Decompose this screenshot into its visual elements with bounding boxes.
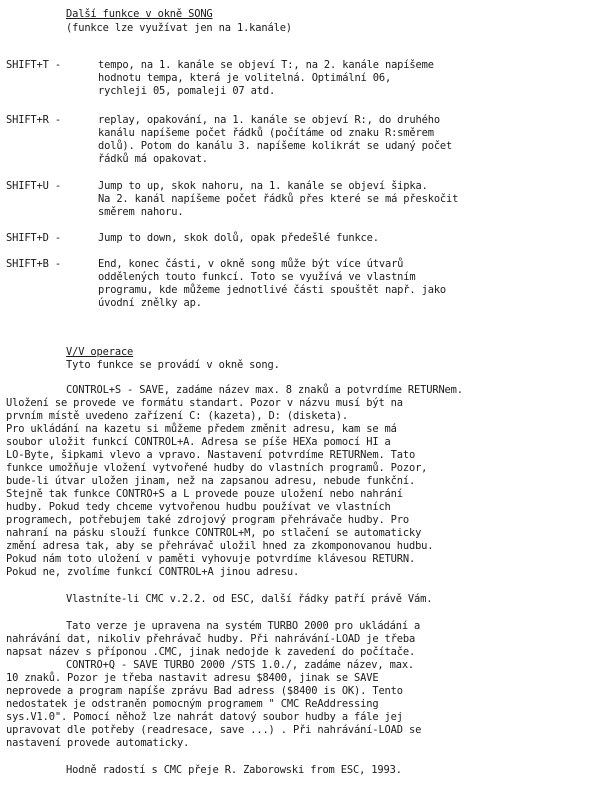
command-line: dolů). Potom do kanálu 3. napíšeme kolikrát se udaný počet: [98, 140, 453, 152]
command-line: tempo, na 1. kanále se objeví T:, na 2. kanále napíšeme: [98, 59, 434, 71]
command-key: SHIFT+R -: [6, 114, 61, 126]
command-line: Na 2. kanál napíšeme počet řádků přes které se má přeskočit: [98, 193, 459, 205]
section-subtitle: (funkce lze využívat jen na 1.kanále): [66, 22, 292, 34]
paragraph-line: Pokud ne, zvolíme funkcí CONTROL+A jinou adresu.: [6, 566, 300, 578]
paragraph-line: funkce umožňuje vložení vytvořené hudby do vlastních programů. Pozor,: [6, 462, 428, 474]
command-line: rychleji 05, pomaleji 07 atd.: [98, 85, 276, 97]
paragraph-line: programech, potřebujem také zdrojový program přehrávače hudby. Pro: [6, 514, 409, 526]
command-line: úvodní znělky ap.: [98, 297, 202, 309]
section-title: V/V operace: [66, 346, 134, 358]
paragraph-line: LO-Byte, šipkami vlevo a vpravo. Nastavení potvrdíme RETURNem. Tato: [6, 449, 416, 461]
closing-line: Hodně radostí s CMC přeje R. Zaborowski from ESC, 1993.: [66, 764, 402, 776]
command-line: Jump to down, skok dolů, opak předešlé funkce.: [98, 232, 379, 244]
command-line: směrem nahoru.: [98, 206, 184, 218]
paragraph-line: hudby. Pokud tedy chceme vytvořenou hudbu používat ve vlastních: [6, 501, 391, 513]
paragraph-line: napsat název s příponou .CMC, jinak nedojde k zavedení do počítače.: [6, 646, 416, 658]
paragraph-line: sys.V1.0". Pomocí něhož lze nahrát datový soubor hudby a fále jej: [6, 711, 403, 723]
command-key: SHIFT+D -: [6, 232, 61, 244]
section-title: Další funkce v okně SONG: [66, 8, 213, 20]
command-line: Jump to up, skok nahoru, na 1. kanále se objeví šipka.: [98, 180, 428, 192]
paragraph-line: Pokud nám toto uložení v paměti vyhovuje potvrdíme klávesou RETURN.: [6, 553, 416, 565]
command-line: řádků má opakovat.: [98, 153, 208, 165]
command-line: programu, kde můžeme jednotlivé části spouštět např. jako: [98, 284, 447, 296]
command-line: hodnotu tempa, která je volitelná. Optimální 06,: [98, 72, 392, 84]
paragraph-line: změní adresa tak, aby se přehrávač uložil hned za zkomponovanou hudbu.: [6, 540, 434, 552]
paragraph-line: Stejně tak funkce CONTRO+S a L provede pouze uložení nebo nahrání: [6, 488, 403, 500]
command-line: kanálu napíšeme počet řádků (počítáme od znaku R:směrem: [98, 127, 434, 139]
paragraph-line: CONTRO+Q - SAVE TURBO 2000 /STS 1.0./, zadáme název, max.: [66, 659, 415, 671]
command-line: replay, opakování, na 1. kanále se objeví R:, do druhého: [98, 114, 440, 126]
paragraph-line: soubor uložit funkcí CONTROL+A. Adresa se píše HEXa pomocí HI a: [6, 436, 391, 448]
paragraph-line: bude-li útvar uložen jinam, než na zapsanou adresu, nebude funkční.: [6, 475, 416, 487]
paragraph-line: prvním místě uvedeno zařízení C: (kazeta), D: (disketa).: [6, 410, 348, 422]
command-key: SHIFT+U -: [6, 180, 61, 192]
paragraph-line: Tato verze je upravena na systém TURBO 2000 pro ukládání a: [66, 620, 421, 632]
paragraph-line: Uložení se provede ve formátu standart. Pozor v názvu musí být na: [6, 397, 403, 409]
command-line: End, konec části, v okně song může být více útvarů: [98, 258, 404, 270]
paragraph-line: neprovede a program napíše zprávu Bad adress ($8400 is OK). Tento: [6, 685, 403, 697]
paragraph-line: nedostatek je odstraněn pomocným programem " CMC ReAddressing: [6, 698, 379, 710]
command-key: SHIFT+B -: [6, 258, 61, 270]
command-key: SHIFT+T -: [6, 59, 61, 71]
paragraph-line: 10 znaků. Pozor je třeba nastavit adresu $8400, jinak se SAVE: [6, 672, 379, 684]
section-subtitle: Tyto funkce se provádí v okně song.: [66, 359, 280, 371]
command-line: oddělených touto funkcí. Toto se využívá ve vlastním: [98, 271, 416, 283]
paragraph-line: Pro ukládání na kazetu si můžeme předem změnit adresu, kam se má: [6, 423, 397, 435]
paragraph-line: upravovat dle potřeby (readresace, save ...) . Při nahrávání-LOAD se: [6, 724, 422, 736]
note-line: Vlastníte-li CMC v.2.2. od ESC, další řádky patří právě Vám.: [66, 593, 433, 605]
paragraph-line: nahrávání dat, nikoliv přehrávač hudby. Při nahrávání-LOAD je třeba: [6, 633, 416, 645]
paragraph-line: nahraní na pásku slouží funkce CONTROL+M, po stlačení se automaticky: [6, 527, 422, 539]
paragraph-line: CONTROL+S - SAVE, zadáme název max. 8 znaků a potvrdíme RETURNem.: [66, 384, 463, 396]
paragraph-line: nastavení provede automaticky.: [6, 737, 190, 749]
